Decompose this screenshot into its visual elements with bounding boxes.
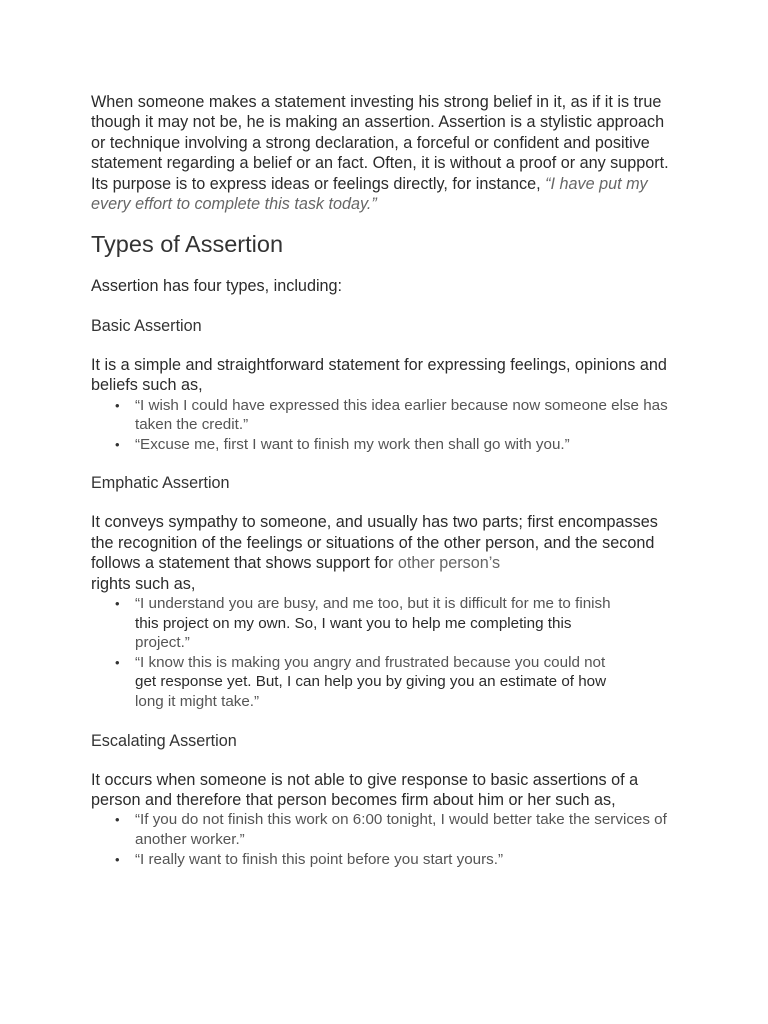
list-item-line: project.” (135, 634, 190, 652)
emphatic-description-end: rights such as, (91, 574, 196, 593)
list-item (115, 653, 676, 712)
list-item (115, 810, 676, 849)
intro-quote: “I have put my every effort to complete this task today.” (91, 174, 648, 214)
list-item (115, 850, 676, 870)
basic-assertion-list (91, 396, 676, 455)
list-item-line: this project on my own. So, I want you to help me completing this (135, 614, 572, 632)
basic-assertion-heading: Basic Assertion (91, 316, 202, 335)
bullet-icon: • (115, 397, 120, 413)
intro-text: When someone makes a statement investing his strong belief in it, as if it is true though it may not be, he is making an assertion. Assertion is a stylistic approach or technique involving a strong declaration, a forceful or confident and positive statement regarding a belief or an fact. Often, it is without a proof or any support. Its purpose is to express ideas or feelings directly, for instance, (91, 93, 669, 193)
escalating-assertion-list (91, 810, 676, 869)
escalating-assertion-heading: Escalating Assertion (91, 731, 237, 750)
section-lead: Assertion has four types, including: (91, 277, 343, 296)
list-item-line: “I understand you are busy, and me too, but it is difficult for me to finish (135, 595, 611, 613)
list-item (115, 435, 676, 455)
list-item (115, 396, 676, 435)
list-item-text: “Excuse me, first I want to finish my work then shall go with you.” (135, 435, 570, 453)
bullet-icon: • (115, 654, 120, 670)
list-item-text: “If you do not finish this work on 6:00 tonight, I would better take the services of another worker.” (135, 811, 667, 849)
list-item-text: “I wish I could have expressed this idea earlier because now someone else has taken the credit.” (135, 396, 668, 434)
list-item-text: “I really want to finish this point before you start yours.” (135, 850, 504, 868)
bullet-icon: • (115, 812, 120, 828)
emphatic-assertion-list (91, 594, 676, 712)
emphatic-assertion-heading: Emphatic Assertion (91, 474, 230, 493)
list-item-line: long it might take.” (135, 693, 260, 711)
list-item-line: get response yet. But, I can help you by giving you an estimate of how (135, 673, 607, 691)
emphatic-description-light: r other person’s (387, 554, 501, 573)
escalating-assertion-description: It occurs when someone is not able to give response to basic assertions of a person and therefore that person becomes firm about him or her such as, (91, 770, 639, 810)
bullet-icon: • (115, 436, 120, 452)
list-item (115, 594, 676, 653)
emphatic-assertion-description (91, 512, 676, 594)
intro-paragraph (91, 92, 676, 214)
bullet-icon: • (115, 851, 120, 867)
bullet-icon: • (115, 596, 120, 612)
emphatic-description-dark: It conveys sympathy to someone, and usually has two parts; first encompasses the recognition of the feelings or situations of the other person, and the second follows a statement that shows support fo (91, 513, 658, 573)
section-heading: Types of Assertion (91, 231, 284, 258)
list-item-line: “I know this is making you angry and frustrated because you could not (135, 653, 606, 671)
basic-assertion-description: It is a simple and straightforward statement for expressing feelings, opinions and beliefs such as, (91, 355, 667, 395)
